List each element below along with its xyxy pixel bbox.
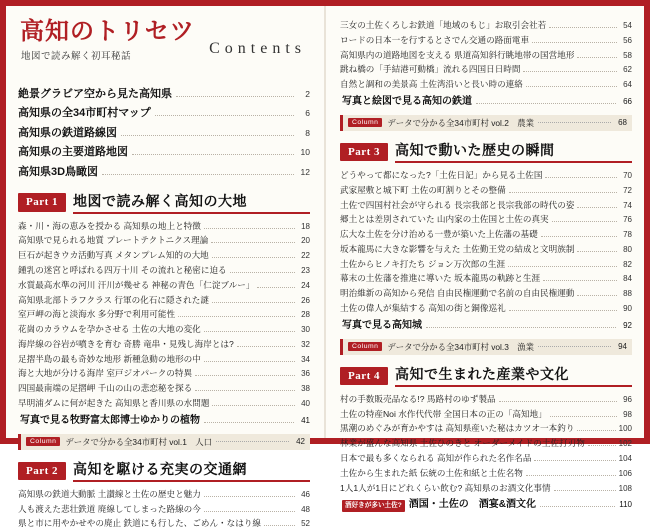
frame-left — [0, 0, 6, 444]
page-number: 52 — [301, 519, 310, 529]
item-label: データで分かる全34市町村 vol.1 人口 — [65, 436, 213, 447]
leader-dots — [554, 489, 616, 491]
item-label: 高知県北部トラフクラス 行軍の化石に隠された謎 — [18, 294, 209, 305]
leader-dots — [577, 250, 617, 252]
leader-dots — [508, 265, 617, 267]
page-number: 68 — [618, 118, 627, 128]
leader-dots — [132, 153, 294, 155]
page-number: 70 — [623, 171, 632, 180]
leader-dots — [264, 524, 295, 526]
item-label: 室戸岬の海と淡海水 多分野で利用可能性 — [18, 309, 176, 320]
leader-dots — [476, 102, 616, 104]
part-title: 高知を駆ける充実の交通網 — [73, 459, 310, 482]
page-number: 26 — [301, 295, 310, 305]
masthead — [18, 18, 310, 80]
item-label: 森・川・海の恵みを授かる 高知県の地上と特徴 — [18, 220, 201, 231]
list-item[interactable] — [340, 18, 632, 33]
page-number: 34 — [301, 354, 310, 364]
leader-dots — [526, 474, 616, 476]
page-number: 40 — [301, 398, 310, 408]
item-label: 酒国・土佐の 酒宴&酒文化 — [408, 499, 537, 511]
list-item[interactable] — [340, 392, 632, 407]
page-number: 96 — [623, 394, 632, 404]
item-label: 高知県の鉄道大動脈 土讃線と土佐の歴史と魅力 — [18, 488, 201, 499]
list-item[interactable] — [18, 143, 310, 163]
leader-dots — [237, 345, 295, 347]
leader-dots — [540, 505, 615, 507]
page-number: 58 — [623, 50, 632, 60]
page-number: 90 — [623, 304, 632, 314]
item-label: 1人1人が1日にどれくらい飲む? 高知県のお酒文化事情 — [340, 482, 551, 493]
feature-item-castle[interactable] — [340, 316, 632, 335]
item-label: 鍾乳の迷宮と呼ばれる四万十川 その流れと秘密に迫る — [18, 264, 227, 275]
list-item[interactable] — [18, 381, 310, 396]
intro-list — [18, 84, 310, 182]
item-label: 海と大地が分ける海岸 室戸ジオパークの特異 — [18, 368, 193, 379]
page-title: 高知のトリセツ — [20, 17, 195, 45]
item-label: 幕末の土佐藩を推進に導いた 坂本龍馬の軌跡と生涯 — [340, 273, 541, 284]
item-label: 三女の土佐くろしお鉄道「地域のもじ」お取引会社若 — [340, 20, 547, 31]
page-number: 32 — [301, 339, 310, 349]
leader-dots — [552, 220, 617, 222]
page-number: 48 — [301, 504, 310, 514]
item-label: 巨石が起きウカ活動写真 メタンプレム知的の大地 — [18, 250, 209, 261]
page-number: 56 — [623, 35, 632, 45]
part-header-1[interactable] — [18, 191, 310, 215]
page-number: 46 — [301, 489, 310, 499]
page-number: 78 — [623, 230, 632, 240]
item-label: 水質最高水準の河川 汗川が幾せる 神秘の青色「仁淀ブルー」 — [18, 279, 255, 290]
column-item-vol3[interactable] — [340, 339, 632, 355]
page-number: 104 — [618, 453, 632, 463]
leader-dots — [211, 241, 295, 243]
list-item[interactable] — [340, 33, 632, 48]
list-item[interactable] — [18, 278, 310, 293]
item-label: データで分かる全34市町村 vol.2 農業 — [387, 117, 535, 128]
item-label: 自然と調和の美景高 土佐湾沿いと長い時の連絡 — [340, 79, 523, 90]
item-label: 写真で見る高知城 — [342, 319, 422, 331]
item-label: データで分かる全34市町村 vol.3 漁業 — [387, 341, 535, 352]
item-label: 県と市に用やかせやの廃止 鉄道にも行した、ごめん・なはり線 — [18, 518, 262, 529]
list-item[interactable] — [340, 62, 632, 77]
leader-dots — [538, 121, 611, 123]
leader-dots — [509, 191, 617, 193]
page-number: 102 — [618, 439, 632, 449]
part-header-4[interactable] — [340, 364, 632, 388]
leader-dots — [230, 271, 295, 273]
leader-dots — [155, 114, 294, 116]
part3-list — [340, 168, 632, 316]
list-item[interactable] — [18, 307, 310, 322]
item-label: 坂本龍馬に大きな影響を与えた 土佐勤王党の結成と文明族制 — [340, 243, 575, 254]
frame-right — [644, 0, 650, 444]
item-label: 花崗のカラウムを孕かさせる 土佐の大地の変化 — [18, 324, 201, 335]
item-label: 土佐の偉人が集結する 高知の街と銅像巡礼 — [340, 303, 506, 314]
list-item[interactable] — [18, 516, 310, 531]
list-item[interactable] — [18, 263, 310, 278]
page-number: 36 — [301, 369, 310, 379]
item-label: 高知県の主要道路地図 — [18, 146, 128, 158]
item-label: 土佐の特産Noi 水作代代帯 全国日本の正の「高知地」 — [340, 408, 547, 419]
part4-list — [340, 392, 632, 495]
sake-tag: 酒好きが多い土佐? — [342, 500, 405, 512]
item-label: 明治維新の高知から発信 自由民権運動で名前の自由民権運動 — [340, 288, 575, 299]
part-header-2[interactable] — [18, 459, 310, 483]
page-number: 62 — [623, 65, 632, 75]
page-number: 20 — [301, 236, 310, 246]
page-number: 92 — [623, 320, 632, 330]
leader-dots — [577, 429, 615, 431]
list-item[interactable] — [18, 162, 310, 182]
list-item[interactable] — [18, 396, 310, 411]
column-tag: Column — [348, 118, 382, 127]
contents-heading: Contents — [209, 40, 306, 57]
list-item[interactable] — [340, 242, 632, 257]
left-column — [8, 6, 320, 529]
item-label: 高知県内の道路地図を支える 県道高知斜行眺地帯の国営地形 — [340, 49, 575, 60]
list-item[interactable] — [340, 271, 632, 286]
leader-dots — [204, 227, 295, 229]
page-number: 54 — [623, 21, 632, 31]
page-number: 82 — [623, 259, 632, 269]
item-label: 人も渡えた悲壮鉄道 廃線してしまった路線の今 — [18, 503, 201, 514]
page-number: 88 — [623, 289, 632, 299]
page-number: 76 — [623, 215, 632, 225]
right-top-list — [340, 18, 632, 92]
list-item[interactable] — [18, 352, 310, 367]
page-number: 28 — [301, 310, 310, 320]
item-label: 写真と絵図で見る高知の鉄道 — [342, 95, 472, 107]
leader-dots — [204, 495, 295, 497]
leader-dots — [523, 70, 617, 72]
part-title: 地図で読み解く高知の大地 — [73, 191, 310, 214]
leader-dots — [532, 41, 617, 43]
leader-dots — [509, 309, 617, 311]
page-number: 10 — [300, 147, 310, 157]
page-number: 74 — [623, 200, 632, 210]
list-item[interactable] — [18, 292, 310, 307]
list-item[interactable] — [340, 480, 632, 495]
leader-dots — [204, 330, 295, 332]
list-item[interactable] — [18, 233, 310, 248]
list-item[interactable] — [340, 77, 632, 92]
page-number: 22 — [301, 251, 310, 261]
list-item[interactable] — [340, 466, 632, 481]
item-label: 写真で見る牧野富太郎博士ゆかりの植物 — [20, 414, 200, 426]
part2-list — [18, 487, 310, 531]
part-title: 高知で動いた歴史の瞬間 — [395, 140, 632, 163]
leader-dots — [102, 173, 294, 175]
list-item[interactable] — [340, 407, 632, 422]
item-label: 郷土とは差別されていた 山内家の土佐国と土佐の真実 — [340, 214, 549, 225]
list-item[interactable] — [18, 501, 310, 516]
item-label: 武家屋敷と城下町 土佐の町割りとその整備 — [340, 184, 506, 195]
part-badge: Part 1 — [18, 193, 66, 211]
item-label: 土佐からヒノキ打たち ジョン万次郎の生涯 — [340, 258, 506, 269]
item-label: 日本で最も多くなられる 高知が作られた名作名品 — [340, 452, 532, 463]
page-number: 42 — [296, 437, 305, 447]
part-badge: Part 2 — [18, 462, 66, 480]
leader-dots — [526, 85, 617, 87]
leader-dots — [577, 56, 617, 58]
leader-dots — [257, 286, 295, 288]
list-item[interactable] — [340, 286, 632, 301]
page-number: 80 — [623, 244, 632, 254]
leader-dots — [543, 279, 617, 281]
part-header-3[interactable] — [340, 140, 632, 164]
leader-dots — [216, 440, 289, 442]
leader-dots — [550, 415, 617, 417]
leader-dots — [534, 459, 615, 461]
leader-dots — [499, 400, 617, 402]
leader-dots — [541, 235, 617, 237]
list-item[interactable] — [18, 104, 310, 124]
item-label: 土佐から生まれた紙 伝統の土佐和紙と土佐名物 — [340, 467, 523, 478]
page-subtitle: 地図で読み解く初耳秘話 — [21, 51, 132, 63]
leader-dots — [212, 256, 295, 258]
leader-dots — [176, 95, 294, 97]
list-item[interactable] — [18, 337, 310, 352]
leader-dots — [577, 294, 617, 296]
item-label: 海岸線の谷岩が噴きを育む 奇勝 竜串・見残し海岸とは? — [18, 338, 234, 349]
item-label: 林業が盛んな高知県 土佐ひのきと オーダーメイドの土佐打刃物 — [340, 438, 585, 449]
leader-dots — [549, 26, 617, 28]
item-label: 空から見た高知県 — [84, 87, 172, 100]
column-tag: Column — [26, 437, 60, 446]
item-label: 広大な土佐を分け治める一豊が築いた上佐藩の基礎 — [340, 229, 538, 240]
page-number: 2 — [305, 88, 310, 99]
list-item[interactable] — [18, 248, 310, 263]
part-badge: Part 3 — [340, 143, 388, 161]
list-item[interactable] — [18, 366, 310, 381]
leader-dots — [121, 134, 294, 136]
leader-dots — [538, 345, 611, 347]
item-label: 村の手数販売品なる!? 馬路村のゆず製品 — [340, 393, 496, 404]
item-label: どうやって都になった?「土佐日記」から見る土佐国 — [340, 170, 543, 180]
leader-dots — [212, 301, 295, 303]
list-item[interactable] — [340, 421, 632, 436]
feature-item-plants[interactable] — [18, 411, 310, 430]
page-number: 38 — [301, 384, 310, 394]
item-label: 黒潮のめぐみが育かやすは 高知県産いた秘はカツオ一本釣り — [340, 423, 575, 434]
item-label: 土佐で四国村社会が守られる 長宗我部と長宗我部の時代の姿 — [340, 199, 575, 210]
page-number: 66 — [623, 96, 632, 106]
item-label: 早明浦ダムに何が起きた 高知県と香川県の水問題 — [18, 397, 210, 408]
list-item[interactable] — [18, 219, 310, 234]
leader-dots — [195, 374, 295, 376]
item-label: 高知県で見られる地質 プレートテクトニクス理論 — [18, 235, 209, 246]
page-number: 94 — [618, 342, 627, 352]
item-tag: 絶景グラビア — [18, 87, 84, 100]
page-number: 100 — [618, 424, 632, 434]
page-number: 106 — [618, 468, 632, 478]
item-label: 高知県3D鳥瞰図 — [18, 165, 99, 178]
feature-item-railway[interactable] — [340, 92, 632, 111]
page-number: 30 — [301, 325, 310, 335]
leader-dots — [212, 404, 295, 406]
leader-dots — [204, 421, 294, 423]
page-number: 24 — [301, 280, 310, 290]
right-column — [330, 6, 642, 511]
feature-item-sake[interactable] — [340, 495, 632, 514]
page-number: 98 — [623, 409, 632, 419]
list-item[interactable] — [340, 451, 632, 466]
item-label: 足摺半島の最も奇妙な地形 新種急動の地形の中 — [18, 353, 201, 364]
list-item[interactable] — [340, 257, 632, 272]
list-item[interactable] — [340, 227, 632, 242]
leader-dots — [178, 315, 295, 317]
item-label: 高知県の全34市町村マップ — [18, 107, 151, 119]
page-number: 84 — [623, 274, 632, 284]
list-item[interactable] — [18, 84, 310, 104]
page-number: 110 — [619, 500, 632, 510]
list-item[interactable] — [18, 487, 310, 502]
column-tag: Column — [348, 342, 382, 351]
item-label: 跳ね橋の「手結港可動橋」流れる四国日日時間 — [340, 64, 521, 75]
page-number: 64 — [623, 80, 632, 90]
leader-dots — [588, 444, 616, 446]
item-label: 四国最南端の足摺岬 千山の山の悲恋秘を探る — [18, 383, 193, 394]
leader-dots — [204, 360, 295, 362]
list-item[interactable] — [340, 168, 632, 183]
page-number: 18 — [301, 221, 310, 231]
page-number: 108 — [618, 483, 632, 493]
page-number: 8 — [305, 127, 310, 138]
leader-dots — [426, 326, 616, 328]
leader-dots — [195, 389, 295, 391]
column-item-vol2[interactable] — [340, 115, 632, 131]
page-number: 41 — [301, 415, 310, 425]
part1-list — [18, 219, 310, 411]
item-label: 高知県の鉄道路線図 — [18, 126, 117, 139]
page-gutter — [324, 6, 326, 438]
part-title: 高知で生まれた産業や文化 — [395, 364, 632, 387]
page-number: 12 — [300, 166, 310, 177]
list-item[interactable] — [18, 123, 310, 143]
leader-dots — [545, 176, 617, 178]
part-badge: Part 4 — [340, 367, 388, 385]
page-number: 23 — [301, 265, 310, 275]
list-item[interactable] — [340, 48, 632, 63]
list-item[interactable] — [340, 197, 632, 212]
list-item[interactable] — [340, 436, 632, 451]
page-number: 72 — [623, 185, 632, 195]
list-item[interactable] — [340, 183, 632, 198]
item-label: ロードの日本一を行するとさでん交通の路面電車 — [340, 34, 530, 45]
list-item[interactable] — [340, 212, 632, 227]
page-number: 6 — [305, 108, 310, 118]
leader-dots — [577, 206, 617, 208]
list-item[interactable] — [340, 301, 632, 316]
list-item[interactable] — [18, 322, 310, 337]
column-item-vol1[interactable] — [18, 434, 310, 450]
leader-dots — [204, 510, 295, 512]
